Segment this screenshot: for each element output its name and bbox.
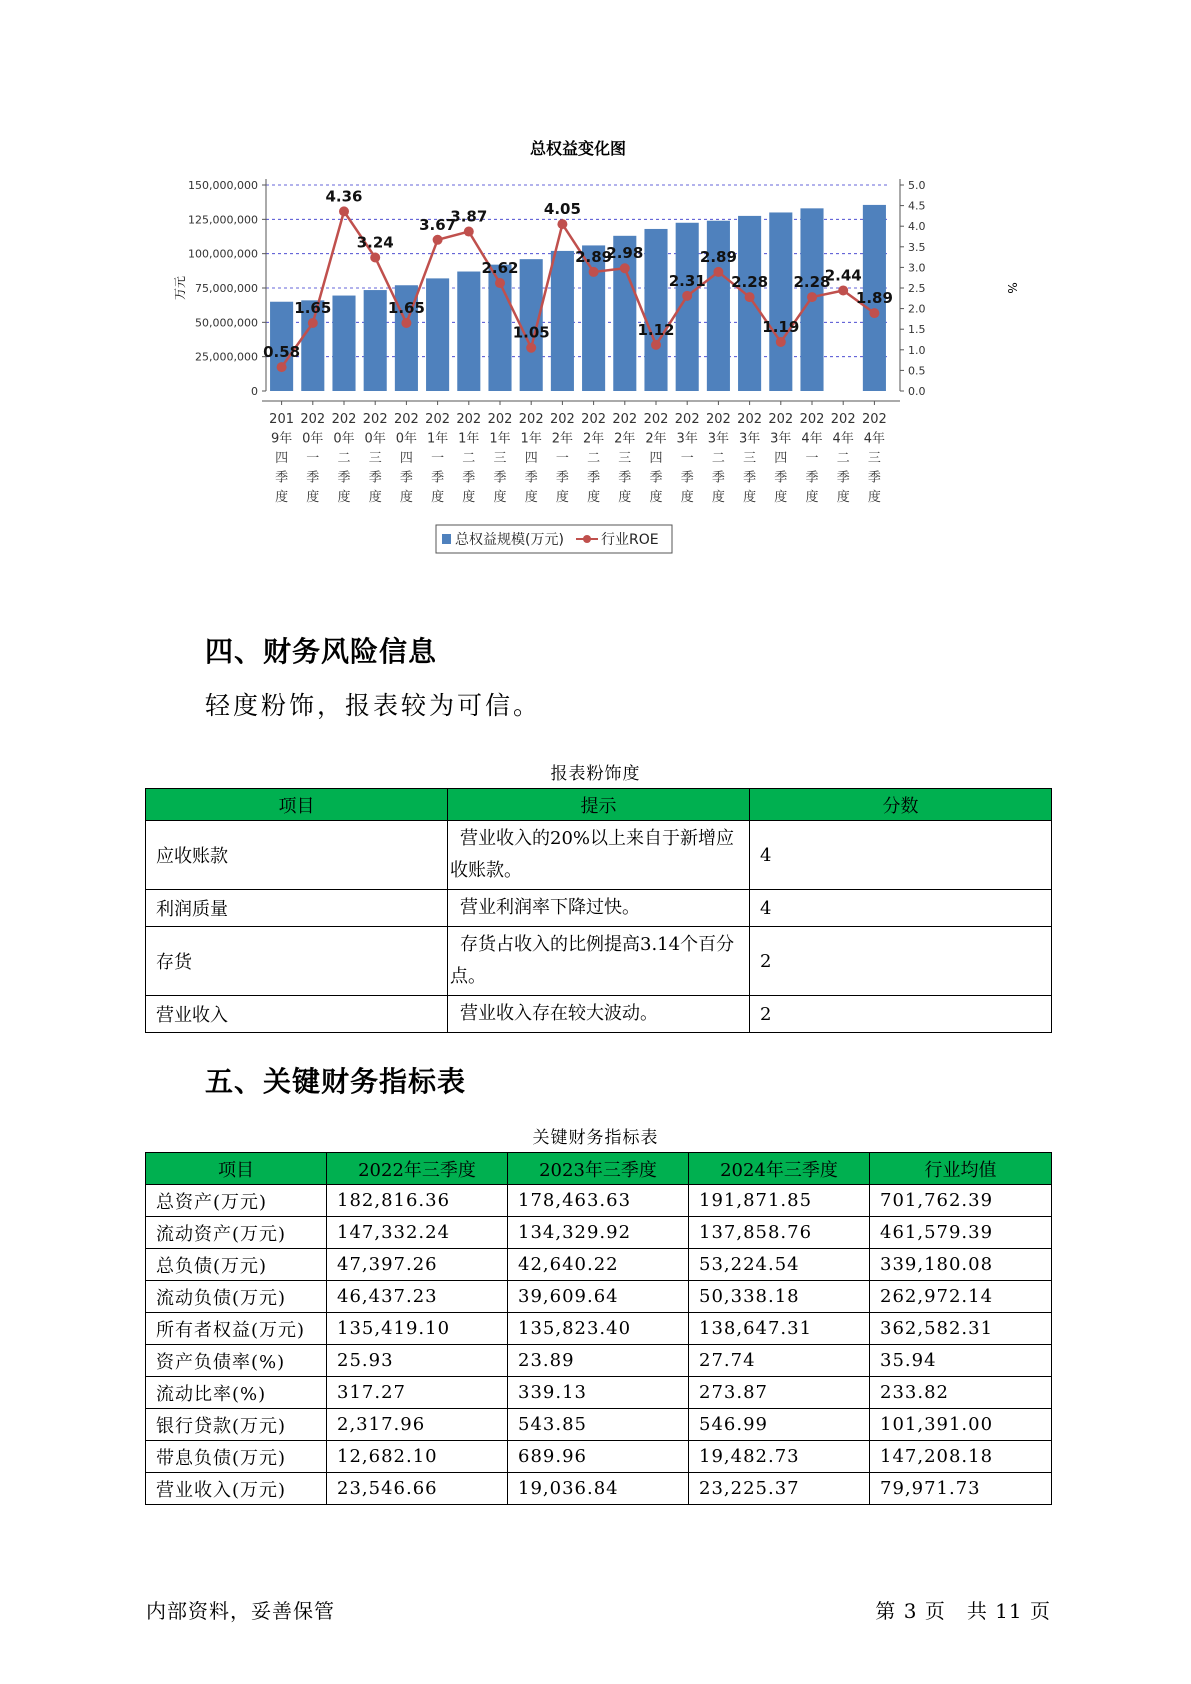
roe-data-label: 2.28 bbox=[793, 273, 831, 292]
roe-data-label: 1.65 bbox=[387, 299, 425, 318]
roe-data-label: 4.05 bbox=[543, 200, 581, 219]
risk-tip bbox=[448, 996, 750, 1033]
indicator-value: 27.74 bbox=[689, 1345, 870, 1377]
y-right-tick-label: 1.5 bbox=[908, 323, 926, 337]
indicator-value: 19,036.84 bbox=[508, 1473, 689, 1505]
roe-data-label: 1.65 bbox=[294, 299, 332, 318]
legend-bar-label: 总权益规模(万元) bbox=[455, 532, 564, 548]
indicator-value: 182,816.36 bbox=[327, 1185, 508, 1217]
bar bbox=[738, 216, 761, 391]
y-left-tick-label: 125,000,000 bbox=[188, 213, 258, 227]
indicator-value: 134,329.92 bbox=[508, 1217, 689, 1249]
table-row bbox=[146, 996, 1052, 1033]
roe-data-label: 2.89 bbox=[699, 247, 737, 266]
roe-data-label: 2.31 bbox=[668, 271, 706, 290]
indicator-value: 273.87 bbox=[689, 1377, 870, 1409]
indicator-header-2023: 2023年三季度 bbox=[508, 1153, 689, 1185]
indicator-item: 总资产(万元) bbox=[146, 1185, 327, 1217]
x-tick-label: 202 3年一季度 bbox=[674, 412, 700, 505]
roe-point bbox=[433, 235, 443, 245]
risk-tip-text: 营业收入的20%以上来自于新增应收账款。 bbox=[450, 828, 735, 881]
indicator-value: 317.27 bbox=[327, 1377, 508, 1409]
indicator-value: 53,224.54 bbox=[689, 1249, 870, 1281]
indicator-value: 137,858.76 bbox=[689, 1217, 870, 1249]
roe-point bbox=[838, 285, 848, 295]
risk-header-tip: 提示 bbox=[448, 789, 750, 821]
indicator-value: 147,208.18 bbox=[870, 1441, 1052, 1473]
risk-tip bbox=[448, 821, 750, 890]
indicator-value: 135,823.40 bbox=[508, 1313, 689, 1345]
indicator-value: 23,225.37 bbox=[689, 1473, 870, 1505]
y-right-tick-label: 0.5 bbox=[908, 364, 926, 378]
indicator-value: 47,397.26 bbox=[327, 1249, 508, 1281]
indicator-item: 流动负债(万元) bbox=[146, 1281, 327, 1313]
risk-tip bbox=[448, 927, 750, 996]
x-tick-label: 202 1年一季度 bbox=[425, 412, 451, 505]
indicator-value: 233.82 bbox=[870, 1377, 1052, 1409]
y-left-tick-label: 0 bbox=[251, 385, 258, 398]
x-tick-label: 202 0年三季度 bbox=[362, 412, 388, 505]
x-tick-label: 202 0年二季度 bbox=[331, 412, 357, 505]
indicator-value: 178,463.63 bbox=[508, 1185, 689, 1217]
roe-data-label: 1.19 bbox=[762, 317, 800, 336]
indicator-value: 35.94 bbox=[870, 1345, 1052, 1377]
y-right-tick-label: 3.5 bbox=[908, 240, 926, 254]
x-tick-label: 202 1年四季度 bbox=[518, 412, 544, 505]
risk-table-caption: 报表粉饰度 bbox=[550, 764, 641, 784]
x-tick-label: 202 2年三季度 bbox=[612, 412, 638, 505]
indicator-item: 流动资产(万元) bbox=[146, 1217, 327, 1249]
y-left-tick-label: 25,000,000 bbox=[195, 350, 258, 364]
roe-point bbox=[745, 292, 755, 302]
indicator-value: 339.13 bbox=[508, 1377, 689, 1409]
roe-data-label: 2.98 bbox=[606, 244, 644, 263]
indicator-value: 362,582.31 bbox=[870, 1313, 1052, 1345]
indicator-item: 带息负债(万元) bbox=[146, 1441, 327, 1473]
y-right-tick-label: 4.0 bbox=[908, 220, 926, 234]
indicator-value: 23,546.66 bbox=[327, 1473, 508, 1505]
x-tick-label: 202 2年二季度 bbox=[581, 412, 607, 505]
table-row bbox=[146, 1345, 1052, 1377]
roe-point bbox=[401, 318, 411, 328]
y-left-tick-label: 150,000,000 bbox=[188, 179, 258, 192]
x-tick-label: 202 1年三季度 bbox=[487, 412, 513, 505]
roe-data-label: 3.24 bbox=[356, 233, 394, 252]
bar bbox=[332, 296, 355, 391]
footer-page-number: 第 3 页 共 11 页 bbox=[875, 1599, 1051, 1623]
legend-bar-swatch bbox=[442, 534, 451, 544]
y-right-tick-label: 4.5 bbox=[908, 199, 926, 213]
x-tick-label: 202 4年三季度 bbox=[861, 412, 887, 505]
x-tick-label: 201 9年四季度 bbox=[269, 412, 295, 505]
y-right-tick-label: 5.0 bbox=[908, 179, 926, 192]
indicator-item: 总负债(万元) bbox=[146, 1249, 327, 1281]
roe-data-label: 2.62 bbox=[481, 259, 519, 278]
indicator-value: 262,972.14 bbox=[870, 1281, 1052, 1313]
indicator-value: 135,419.10 bbox=[327, 1313, 508, 1345]
indicator-value: 12,682.10 bbox=[327, 1441, 508, 1473]
indicator-value: 689.96 bbox=[508, 1441, 689, 1473]
table-row bbox=[146, 1441, 1052, 1473]
risk-score: 2 bbox=[750, 996, 1052, 1033]
bar bbox=[644, 229, 667, 391]
equity-chart bbox=[170, 140, 1050, 600]
bar bbox=[707, 221, 730, 391]
indicator-value: 101,391.00 bbox=[870, 1409, 1052, 1441]
indicator-value: 461,579.39 bbox=[870, 1217, 1052, 1249]
roe-data-label: 3.87 bbox=[450, 207, 488, 226]
x-tick-label: 202 3年四季度 bbox=[768, 412, 794, 505]
table-row bbox=[146, 1185, 1052, 1217]
legend-line-label: 行业ROE bbox=[601, 532, 659, 548]
roe-data-label: 2.89 bbox=[575, 247, 613, 266]
roe-data-label: 4.36 bbox=[325, 187, 363, 206]
y-right-tick-label: 2.5 bbox=[908, 282, 926, 295]
indicator-value: 50,338.18 bbox=[689, 1281, 870, 1313]
indicator-item: 银行贷款(万元) bbox=[146, 1409, 327, 1441]
table-row bbox=[146, 1313, 1052, 1345]
risk-item: 利润质量 bbox=[146, 890, 448, 927]
indicator-table-header bbox=[146, 1153, 1052, 1185]
roe-point bbox=[620, 263, 630, 273]
y-right-tick-label: 2.0 bbox=[908, 302, 926, 316]
roe-point bbox=[869, 308, 879, 318]
risk-header-item: 项目 bbox=[146, 789, 448, 821]
roe-point bbox=[651, 340, 661, 350]
x-tick-label: 202 0年四季度 bbox=[393, 412, 419, 505]
x-tick-label: 202 3年三季度 bbox=[737, 412, 763, 505]
risk-summary: 轻度粉饰，报表较为可信。 bbox=[205, 691, 542, 720]
bar bbox=[364, 290, 387, 391]
roe-point bbox=[713, 267, 723, 277]
risk-score: 2 bbox=[750, 927, 1052, 996]
y-right-axis-label: % bbox=[1005, 282, 1019, 294]
table-row bbox=[146, 1473, 1052, 1505]
indicator-value: 147,332.24 bbox=[327, 1217, 508, 1249]
x-tick-label: 202 4年二季度 bbox=[830, 412, 856, 505]
indicator-value: 19,482.73 bbox=[689, 1441, 870, 1473]
y-right-tick-label: 1.0 bbox=[908, 343, 926, 357]
x-tick-label: 202 2年四季度 bbox=[643, 412, 669, 505]
y-right-tick-label: 0.0 bbox=[908, 385, 926, 398]
indicator-table bbox=[145, 1152, 1052, 1505]
roe-data-label: 3.67 bbox=[419, 215, 457, 234]
indicator-value: 191,871.85 bbox=[689, 1185, 870, 1217]
table-row bbox=[146, 890, 1052, 927]
risk-item: 存货 bbox=[146, 927, 448, 996]
indicator-value: 46,437.23 bbox=[327, 1281, 508, 1313]
roe-point bbox=[495, 278, 505, 288]
roe-data-label: 1.89 bbox=[855, 289, 893, 308]
table-row bbox=[146, 821, 1052, 890]
x-tick-label: 202 3年二季度 bbox=[705, 412, 731, 505]
footer-confidential: 内部资料，妥善保管 bbox=[146, 1599, 335, 1623]
indicator-item: 流动比率(%) bbox=[146, 1377, 327, 1409]
bar bbox=[457, 272, 480, 391]
risk-score: 4 bbox=[750, 821, 1052, 890]
table-row bbox=[146, 1281, 1052, 1313]
roe-data-label: 2.44 bbox=[824, 266, 862, 285]
indicator-table-caption: 关键财务指标表 bbox=[532, 1128, 659, 1148]
indicator-value: 79,971.73 bbox=[870, 1473, 1052, 1505]
roe-point bbox=[308, 318, 318, 328]
indicator-value: 138,647.31 bbox=[689, 1313, 870, 1345]
indicator-value: 39,609.64 bbox=[508, 1281, 689, 1313]
risk-item: 应收账款 bbox=[146, 821, 448, 890]
table-row bbox=[146, 1217, 1052, 1249]
roe-data-label: 1.05 bbox=[512, 323, 550, 342]
indicator-header-2022: 2022年三季度 bbox=[327, 1153, 508, 1185]
indicator-header-2024: 2024年三季度 bbox=[689, 1153, 870, 1185]
y-left-tick-label: 100,000,000 bbox=[188, 247, 258, 261]
indicator-item: 资产负债率(%) bbox=[146, 1345, 327, 1377]
y-left-tick-label: 50,000,000 bbox=[195, 316, 258, 330]
indicator-value: 701,762.39 bbox=[870, 1185, 1052, 1217]
bar bbox=[769, 212, 792, 391]
indicator-value: 23.89 bbox=[508, 1345, 689, 1377]
table-row bbox=[146, 1249, 1052, 1281]
indicator-item: 所有者权益(万元) bbox=[146, 1313, 327, 1345]
equity-chart-svg bbox=[170, 140, 1050, 600]
risk-score: 4 bbox=[750, 890, 1052, 927]
roe-point bbox=[339, 206, 349, 216]
roe-point bbox=[557, 219, 567, 229]
risk-tip bbox=[448, 890, 750, 927]
indicator-value: 546.99 bbox=[689, 1409, 870, 1441]
indicator-item: 营业收入(万元) bbox=[146, 1473, 327, 1505]
risk-tip-text: 存货占收入的比例提高3.14个百分点。 bbox=[450, 934, 735, 987]
chart-title: 总权益变化图 bbox=[529, 140, 627, 158]
y-left-tick-label: 75,000,000 bbox=[195, 282, 258, 295]
y-left-axis-label: 万元 bbox=[173, 275, 187, 301]
x-tick-label: 202 0年一季度 bbox=[300, 412, 326, 505]
x-tick-label: 202 4年一季度 bbox=[799, 412, 825, 505]
risk-tip-text: 营业收入存在较大波动。 bbox=[460, 1003, 658, 1024]
table-row bbox=[146, 927, 1052, 996]
indicator-value: 42,640.22 bbox=[508, 1249, 689, 1281]
roe-point bbox=[464, 227, 474, 237]
indicator-value: 2,317.96 bbox=[327, 1409, 508, 1441]
y-right-tick-label: 3.0 bbox=[908, 261, 926, 275]
roe-point bbox=[277, 362, 287, 372]
x-tick-label: 202 1年二季度 bbox=[456, 412, 482, 505]
table-row bbox=[146, 1409, 1052, 1441]
roe-data-label: 1.12 bbox=[637, 320, 675, 339]
section5-heading: 五、关键财务指标表 bbox=[205, 1065, 467, 1098]
legend-line-marker bbox=[583, 535, 591, 543]
risk-item: 营业收入 bbox=[146, 996, 448, 1033]
risk-tip-text: 营业利润率下降过快。 bbox=[460, 897, 640, 918]
roe-data-label: 0.58 bbox=[263, 343, 301, 362]
indicator-value: 339,180.08 bbox=[870, 1249, 1052, 1281]
risk-table-header bbox=[146, 789, 1052, 821]
table-row bbox=[146, 1377, 1052, 1409]
roe-point bbox=[526, 343, 536, 353]
risk-header-score: 分数 bbox=[750, 789, 1052, 821]
roe-point bbox=[807, 292, 817, 302]
roe-point bbox=[589, 267, 599, 277]
roe-point bbox=[370, 253, 380, 263]
indicator-value: 25.93 bbox=[327, 1345, 508, 1377]
section4-heading: 四、财务风险信息 bbox=[205, 635, 438, 668]
roe-point bbox=[776, 337, 786, 347]
indicator-header-industry: 行业均值 bbox=[870, 1153, 1052, 1185]
risk-table bbox=[145, 788, 1052, 1033]
bar bbox=[426, 278, 449, 391]
roe-point bbox=[682, 291, 692, 301]
bar bbox=[551, 251, 574, 391]
roe-data-label: 2.28 bbox=[731, 273, 769, 292]
indicator-value: 543.85 bbox=[508, 1409, 689, 1441]
indicator-header-item: 项目 bbox=[146, 1153, 327, 1185]
x-tick-label: 202 2年一季度 bbox=[549, 412, 575, 505]
